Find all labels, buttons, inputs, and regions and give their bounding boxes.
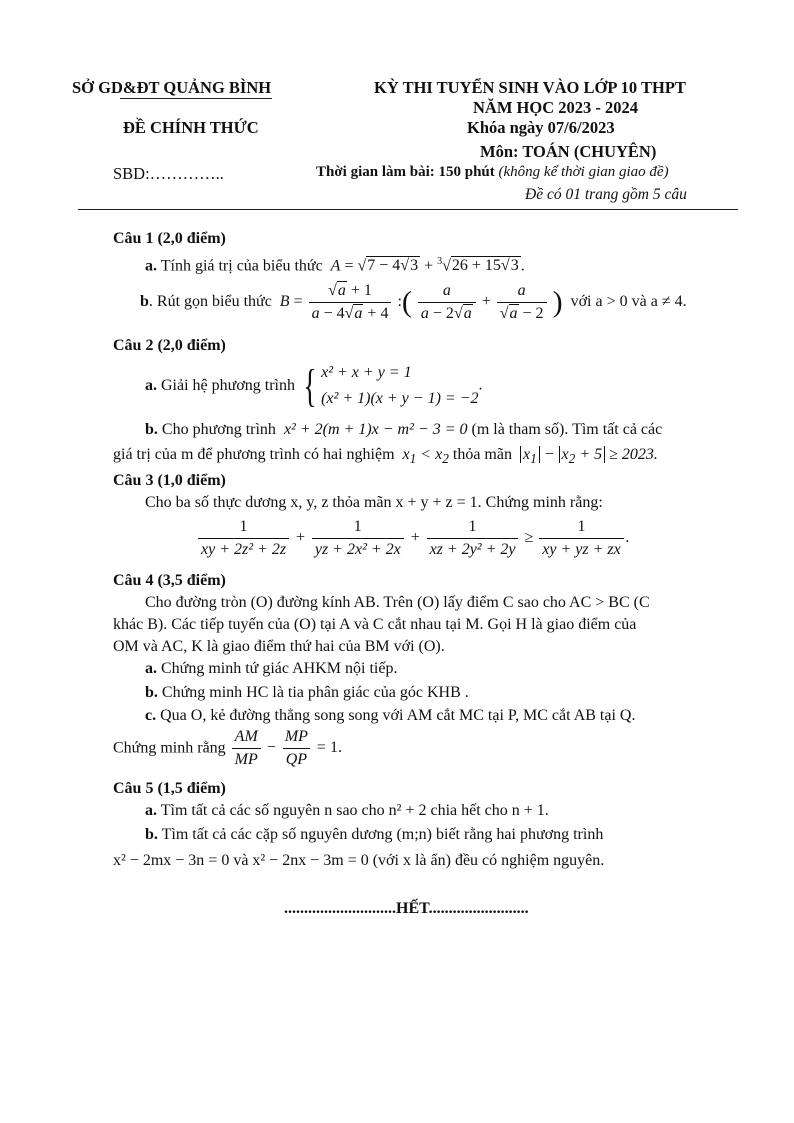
q2b-line2: giá trị của m để phương trình có hai nghiệm $x_1 < x_2$ thỏa mãn $x_1 - x_2 + 5 \ge 2023$.	[113, 446, 658, 467]
question-5-title: Câu 5 (1,5 điểm)	[113, 780, 226, 797]
q4c-formula: Chứng minh rằng $\frac{AM}{MP}$ − $\frac{MP}{QP}$ = 1.	[113, 728, 342, 768]
q1b: b. Rút gọn biểu thức B = $\frac{√a + 1}{a - 4√a + 4}$ :( $\frac{a}{a - 2√a}$ + $\frac{a}{√a - 2}$ ) với a > 0 và a ≠ 4.	[140, 282, 687, 322]
q4c: c. Qua O, kẻ đường thẳng song song với AM cắt MC tại P, MC cắt AB tại Q.	[145, 707, 636, 724]
q3-text: Cho ba số thực dương x, y, z thỏa mãn x + y + z = 1. Chứng minh rằng:	[145, 494, 603, 511]
question-2-title: Câu 2 (2,0 điểm)	[113, 337, 226, 354]
subject: Môn: TOÁN (CHUYÊN)	[480, 142, 657, 161]
q4-p1: Cho đường tròn (O) đường kính AB. Trên (O) lấy điểm C sao cho AC > BC (C	[145, 594, 650, 611]
q2b-line1: b. Cho phương trình x² + 2(m + 1)x − m² − 3 = 0 (m là tham số). Tìm tất cả các	[145, 421, 663, 438]
question-3-title: Câu 3 (1,0 điểm)	[113, 472, 226, 489]
q2a: a. Giải hệ phương trình { x² + x + y = 1 (x² + 1)(x + y − 1) = −2 .	[145, 360, 483, 411]
sbd-field: SBD:…………..	[113, 164, 224, 183]
exam-title: KỲ THI TUYỂN SINH VÀO LỚP 10 THPT	[374, 78, 686, 97]
question-1-title: Câu 1 (2,0 điểm)	[113, 230, 226, 247]
official-label: ĐỀ CHÍNH THỨC	[123, 118, 259, 137]
header-rule	[78, 209, 738, 210]
exam-date: Khóa ngày 07/6/2023	[467, 118, 615, 137]
question-4-title: Câu 4 (3,5 điểm)	[113, 572, 226, 589]
q5b-line2: x² − 2mx − 3n = 0 và x² − 2nx − 3m = 0 (với x là ẩn) đều có nghiệm nguyên.	[113, 852, 605, 869]
page-count: Đề có 01 trang gồm 5 câu	[525, 186, 687, 203]
school-year: NĂM HỌC 2023 - 2024	[473, 98, 638, 117]
department-name: SỞ GD&ĐT QUẢNG BÌNH	[72, 78, 272, 97]
q4-p2: khác B). Các tiếp tuyến của (O) tại A và C cắt nhau tại M. Gọi H là giao điểm của	[113, 616, 637, 633]
q3-inequality: $\frac{1}{\text{xy + 2z² + 2z}}$ + $\frac{1}{\text{yz + 2x² + 2x}}$ + $\frac{1}{\text{xz + 2y² + 2y}}$ ≥ $\frac{1}{xy + yz + zx}$ .	[196, 518, 630, 559]
q4-p3: OM và AC, K là giao điểm thứ hai của BM với (O).	[113, 638, 445, 655]
end-marker: ............................HẾT.........................	[284, 900, 529, 917]
q4b: b. Chứng minh HC là tia phân giác của góc KHB .	[145, 684, 469, 701]
q5b: b. Tìm tất cả các cặp số nguyên dương (m;n) biết rằng hai phương trình	[145, 826, 604, 843]
q5a: a. Tìm tất cả các số nguyên n sao cho n² + 2 chia hết cho n + 1.	[145, 802, 549, 819]
time-info: Thời gian làm bài: 150 phút (không kể thời gian giao đề)	[316, 164, 669, 180]
q4a: a. Chứng minh tứ giác AHKM nội tiếp.	[145, 660, 398, 677]
dept-underline	[120, 98, 272, 99]
q1a: a. Tính giá trị của biểu thức A = √7 − 4√3 + $^3$√26 + 15√3 .	[145, 256, 525, 275]
